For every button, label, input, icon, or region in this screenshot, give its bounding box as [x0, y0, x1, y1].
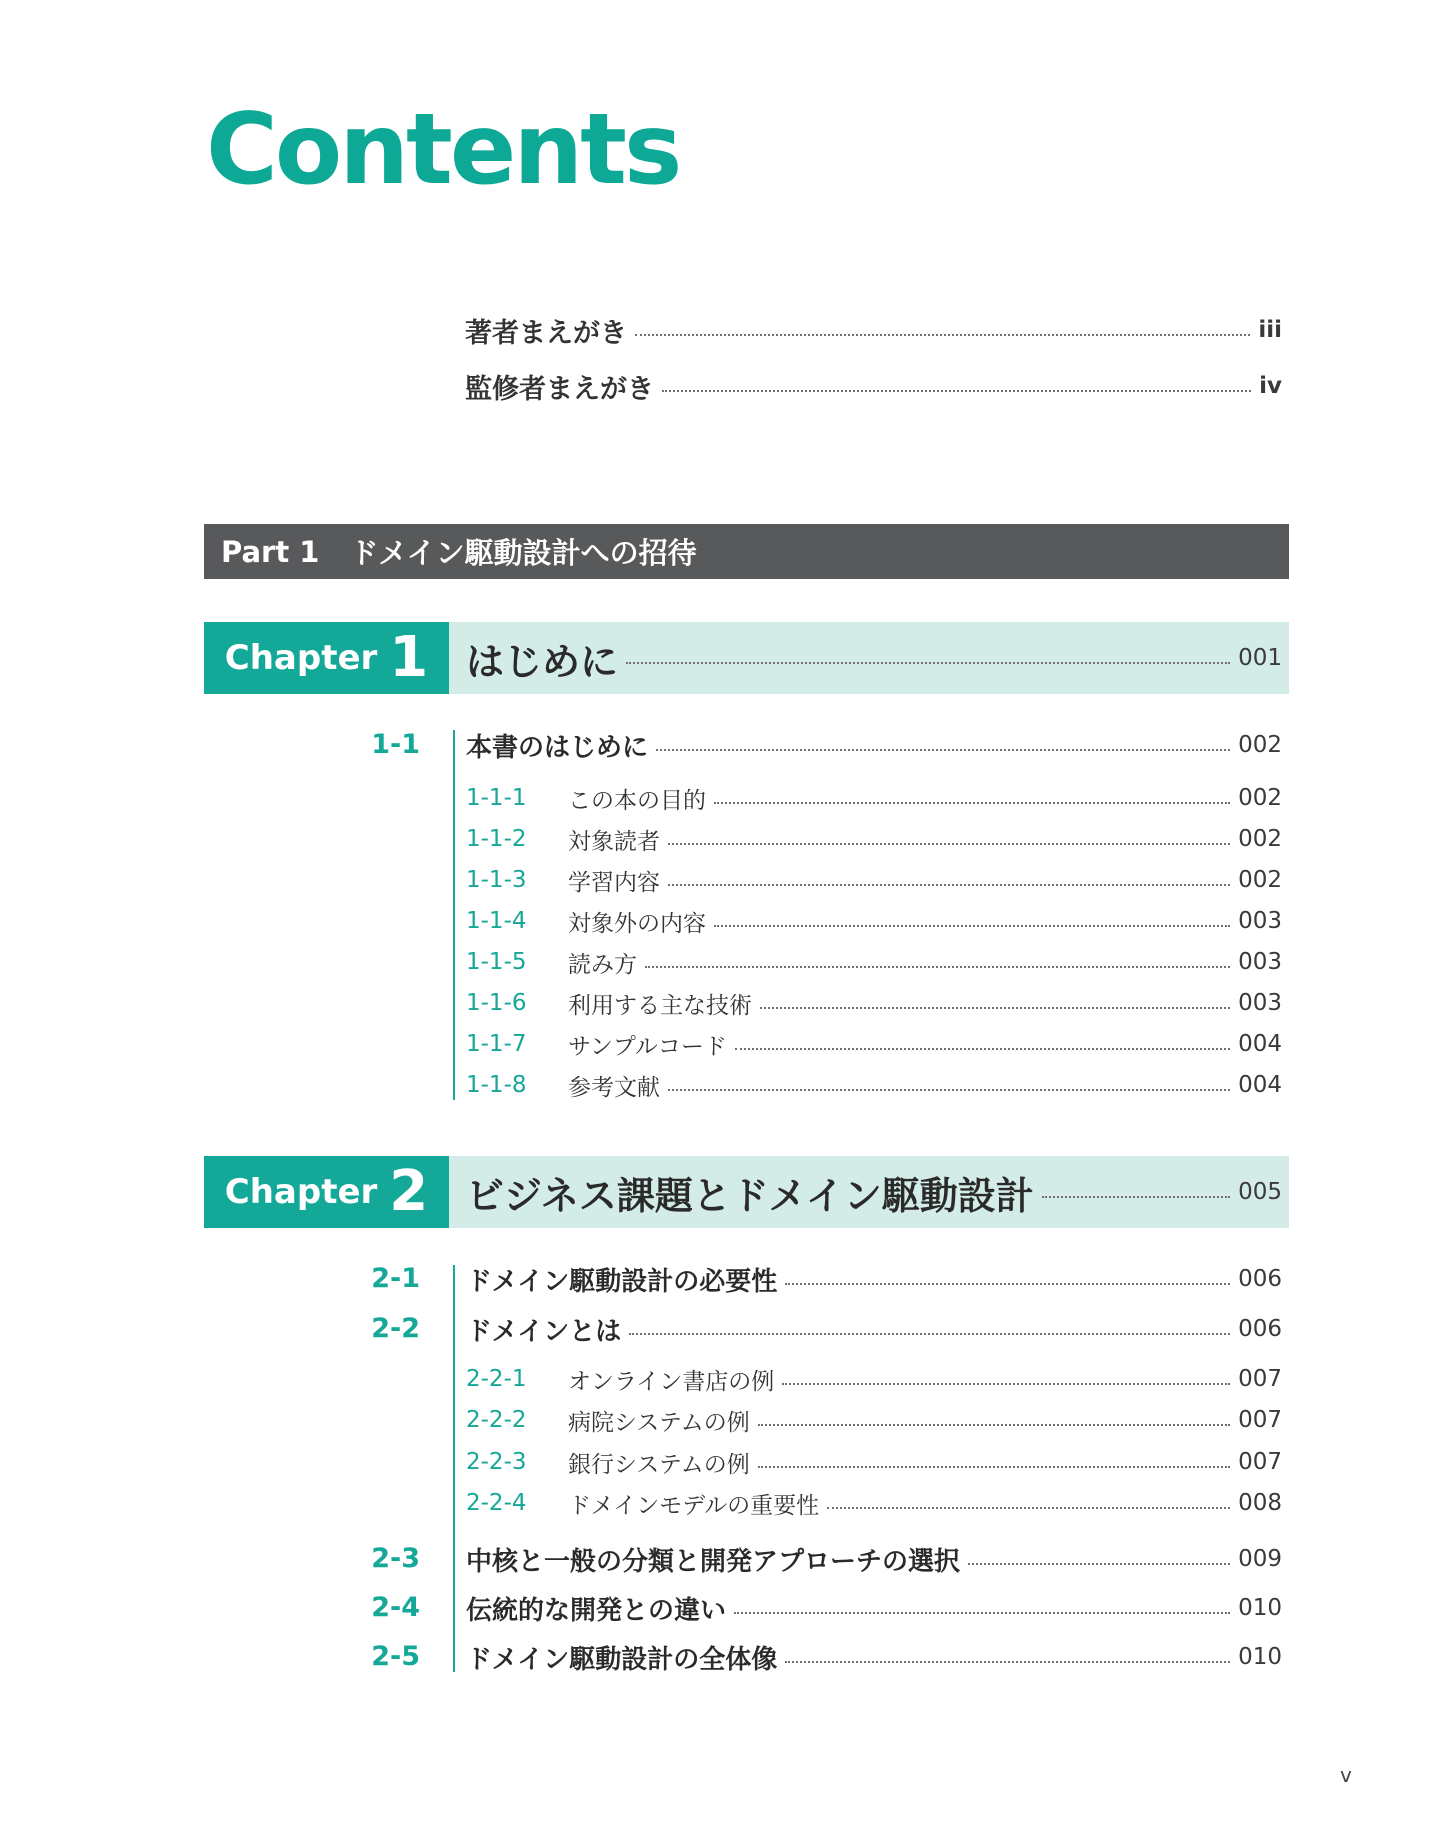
dot-leader — [758, 1424, 1230, 1426]
entry-title: 対象外の内容 — [568, 910, 706, 937]
chapter-heading[interactable] — [204, 622, 1289, 694]
dot-leader — [662, 390, 1251, 392]
toc-entry-section[interactable] — [466, 1310, 1282, 1348]
subsection-number: 2-2-2 — [466, 1407, 527, 1433]
dot-leader — [827, 1507, 1230, 1509]
toc-entry-section[interactable] — [466, 1540, 1282, 1578]
dot-leader — [735, 1048, 1230, 1050]
page-number: 010 — [1238, 1644, 1282, 1670]
toc-entry-subsection[interactable] — [466, 986, 1282, 1020]
section-number: 2-4 — [371, 1592, 420, 1623]
entry-title: 本書のはじめに — [466, 732, 649, 763]
dot-leader — [714, 802, 1230, 804]
entry-title: ドメインとは — [466, 1316, 622, 1347]
subsection-number: 1-1-5 — [466, 949, 527, 975]
toc-entry-subsection[interactable] — [466, 1403, 1282, 1437]
page-number: 007 — [1238, 1407, 1282, 1433]
entry-title: 読み方 — [568, 951, 637, 978]
toc-entry-section[interactable] — [466, 1589, 1282, 1627]
chapter-word: Chapter — [224, 1172, 378, 1212]
toc-entry-subsection[interactable] — [466, 1027, 1282, 1061]
toc-entry-subsection[interactable] — [466, 1445, 1282, 1479]
section-number: 2-1 — [371, 1263, 420, 1294]
dot-leader — [645, 966, 1230, 968]
page-number: 008 — [1238, 1490, 1282, 1516]
subsection-number: 1-1-7 — [466, 1031, 527, 1057]
dot-leader — [714, 925, 1230, 927]
page-number: 010 — [1238, 1595, 1282, 1621]
entry-title: 中核と一般の分類と開発アプローチの選択 — [466, 1546, 961, 1577]
dot-leader — [656, 749, 1230, 751]
entry-title: 病院システムの例 — [568, 1409, 750, 1436]
toc-entry-subsection[interactable] — [466, 863, 1282, 897]
section-number: 2-3 — [371, 1543, 420, 1574]
page-number: 006 — [1238, 1316, 1282, 1342]
page-number: 004 — [1238, 1031, 1282, 1057]
dot-leader — [968, 1563, 1230, 1565]
part-title: ドメイン駆動設計への招待 — [349, 536, 697, 570]
entry-title: ドメインモデルの重要性 — [568, 1492, 820, 1519]
dot-leader — [668, 843, 1230, 845]
entry-title: ドメイン駆動設計の必要性 — [466, 1266, 778, 1297]
entry-title: オンライン書店の例 — [568, 1368, 775, 1395]
dot-leader — [760, 1007, 1230, 1009]
entry-title: 著者まえがき — [465, 317, 627, 349]
chapter-badge — [204, 622, 449, 694]
chapter-word: Chapter — [224, 638, 378, 678]
dot-leader — [668, 1089, 1230, 1091]
chapter-title-row — [466, 1156, 1282, 1228]
page-number: 007 — [1238, 1366, 1282, 1392]
chapter-title: はじめに — [466, 639, 619, 684]
entry-title: 利用する主な技術 — [568, 992, 752, 1019]
entry-title: この本の目的 — [568, 787, 706, 814]
subsection-number: 2-2-4 — [466, 1490, 527, 1516]
entry-title: 学習内容 — [568, 869, 660, 896]
entry-title: 監修者まえがき — [465, 373, 654, 405]
page-number: 003 — [1238, 990, 1282, 1016]
page-number: 004 — [1238, 1072, 1282, 1098]
toc-entry-section[interactable] — [466, 1638, 1282, 1676]
page-number: 001 — [1238, 645, 1282, 671]
toc-entry-front-matter[interactable] — [465, 310, 1282, 350]
toc-entry-subsection[interactable] — [466, 822, 1282, 856]
toc-entry-subsection[interactable] — [466, 781, 1282, 815]
dot-leader — [758, 1466, 1230, 1468]
subsection-number: 1-1-2 — [466, 826, 527, 852]
page-number: 002 — [1238, 732, 1282, 758]
toc-entry-section[interactable] — [466, 726, 1282, 764]
chapter-number: 2 — [389, 1159, 429, 1224]
toc-entry-subsection[interactable] — [466, 1486, 1282, 1520]
part-label: Part 1 — [221, 534, 320, 569]
dot-leader — [635, 334, 1250, 336]
subsection-number: 1-1-1 — [466, 785, 527, 811]
part-heading — [204, 524, 1289, 579]
section-rule — [453, 1265, 455, 1672]
page-number: 003 — [1238, 908, 1282, 934]
page-number: 002 — [1238, 785, 1282, 811]
subsection-number: 1-1-3 — [466, 867, 527, 893]
chapter-title: ビジネス課題とドメイン駆動設計 — [466, 1173, 1034, 1218]
page-number: iii — [1258, 317, 1282, 343]
page-number: 003 — [1238, 949, 1282, 975]
entry-title: 伝統的な開発との違い — [466, 1595, 727, 1626]
toc-entry-front-matter[interactable] — [465, 366, 1282, 406]
entry-title: ドメイン駆動設計の全体像 — [466, 1644, 778, 1675]
subsection-number: 1-1-4 — [466, 908, 527, 934]
chapter-heading[interactable] — [204, 1156, 1289, 1228]
page-title: Contents — [206, 93, 680, 207]
subsection-number: 2-2-1 — [466, 1366, 527, 1392]
page-number: 007 — [1238, 1449, 1282, 1475]
page-number: 002 — [1238, 867, 1282, 893]
entry-title: 参考文献 — [568, 1074, 660, 1101]
section-rule — [453, 730, 455, 1100]
subsection-number: 2-2-3 — [466, 1449, 527, 1475]
toc-entry-subsection[interactable] — [466, 945, 1282, 979]
section-number: 1-1 — [371, 729, 420, 760]
chapter-number: 1 — [389, 625, 429, 690]
page-number: 002 — [1238, 826, 1282, 852]
entry-title: サンプルコード — [568, 1033, 727, 1060]
dot-leader — [782, 1383, 1230, 1385]
toc-entry-subsection[interactable] — [466, 1068, 1282, 1102]
section-number: 2-5 — [371, 1641, 420, 1672]
section-number: 2-2 — [371, 1313, 420, 1344]
subsection-number: 1-1-8 — [466, 1072, 527, 1098]
page-number: iv — [1259, 373, 1282, 399]
page-number: 006 — [1238, 1266, 1282, 1292]
toc-entry-subsection[interactable] — [466, 904, 1282, 938]
dot-leader — [785, 1283, 1230, 1285]
dot-leader — [734, 1612, 1230, 1614]
dot-leader — [1042, 1196, 1230, 1198]
chapter-badge — [204, 1156, 449, 1228]
entry-title: 対象読者 — [568, 828, 660, 855]
toc-entry-section[interactable] — [466, 1260, 1282, 1298]
dot-leader — [626, 662, 1230, 664]
page-folio: v — [1340, 1763, 1352, 1787]
dot-leader — [785, 1661, 1230, 1663]
chapter-title-row — [466, 622, 1282, 694]
dot-leader — [629, 1333, 1230, 1335]
page-number: 005 — [1238, 1179, 1282, 1205]
page-number: 009 — [1238, 1546, 1282, 1572]
toc-entry-subsection[interactable] — [466, 1362, 1282, 1396]
subsection-number: 1-1-6 — [466, 990, 527, 1016]
dot-leader — [668, 884, 1230, 886]
entry-title: 銀行システムの例 — [568, 1451, 750, 1478]
